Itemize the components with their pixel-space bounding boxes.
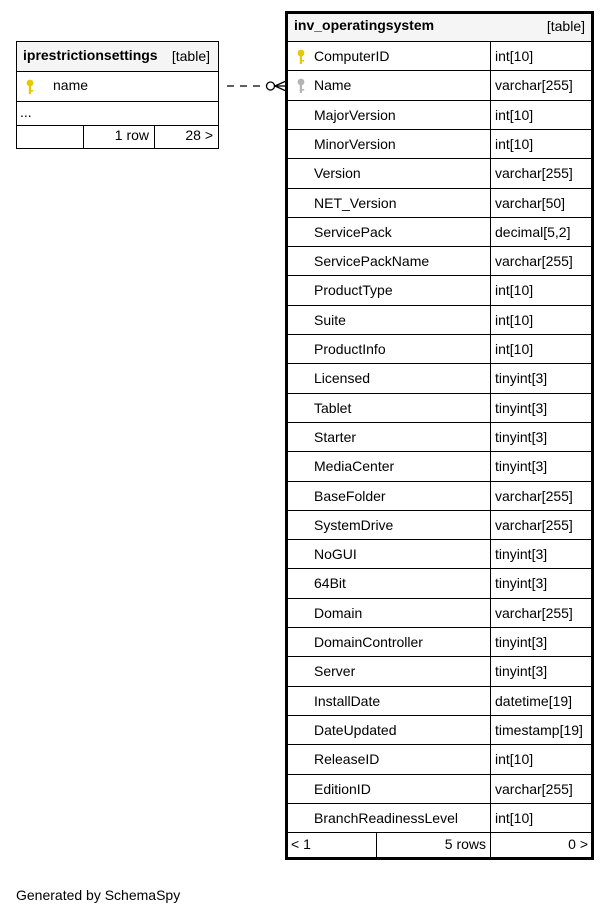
parents-count[interactable]: < 1 [291, 836, 311, 852]
table-name: inv_operatingsystem [294, 17, 435, 33]
table-type-label: [table] [546, 18, 585, 34]
column-name: Version [314, 165, 361, 182]
relationship-zero-marker [267, 82, 275, 90]
column-type: varchar[255] [495, 604, 573, 621]
column-name: BaseFolder [314, 487, 386, 504]
column-name: Domain [314, 604, 363, 621]
column-type: timestamp[19] [495, 721, 583, 738]
ellipsis: ... [20, 104, 32, 120]
table-name: iprestrictionsettings [23, 47, 158, 63]
children-count[interactable]: 28 > [185, 127, 213, 143]
column-name: DomainController [314, 634, 423, 650]
column-type: datetime[19] [495, 692, 573, 709]
column-name: MajorVersion [314, 106, 396, 123]
table-frame [285, 11, 594, 860]
column-name: ServicePack [314, 223, 392, 240]
table-frame [16, 41, 219, 149]
column-type: varchar[50] [495, 194, 566, 211]
column-name: NoGUI [314, 546, 357, 563]
column-type: tinyint[3] [495, 428, 548, 445]
column-type: varchar[255] [495, 253, 573, 270]
column-type: varchar[255] [495, 165, 573, 182]
row-count: 5 rows [444, 836, 486, 852]
column-name: MinorVersion [314, 135, 396, 152]
column-type: tinyint[3] [495, 399, 548, 416]
column-name: name [53, 77, 89, 93]
column-name: Starter [314, 428, 357, 445]
column-type: varchar[255] [495, 487, 573, 504]
table-iprestrictionsettings[interactable] [16, 41, 219, 149]
column-type: tinyint[3] [495, 458, 548, 475]
column-type: tinyint[3] [495, 546, 548, 563]
column-type: int[10] [495, 751, 534, 768]
column-name: SystemDrive [314, 516, 394, 533]
column-name: EditionID [314, 780, 371, 797]
column-type: tinyint[3] [495, 370, 548, 387]
table-type-label: [table] [171, 48, 210, 64]
row-count: 1 row [114, 127, 149, 143]
column-type: tinyint[3] [495, 663, 548, 680]
column-name: NET_Version [314, 194, 397, 211]
column-name: ServicePackName [314, 253, 430, 270]
column-type: tinyint[3] [495, 634, 548, 650]
column-type: varchar[255] [495, 780, 573, 797]
column-name: ProductType [314, 282, 393, 299]
column-type: int[10] [495, 282, 534, 299]
column-type: varchar[255] [495, 77, 573, 94]
column-type: int[10] [495, 106, 534, 123]
column-name: Tablet [314, 399, 352, 416]
children-count[interactable]: 0 > [568, 836, 588, 852]
column-name: Name [314, 77, 352, 94]
column-name: DateUpdated [314, 721, 397, 738]
column-type: int[10] [495, 809, 534, 826]
column-type: int[10] [495, 48, 534, 64]
column-name: MediaCenter [314, 458, 395, 475]
column-type: varchar[255] [495, 516, 573, 533]
column-type: int[10] [495, 135, 534, 152]
column-name: ComputerID [314, 48, 390, 64]
column-type: int[10] [495, 311, 534, 328]
column-type: tinyint[3] [495, 575, 548, 592]
table-inv-operatingsystem[interactable] [285, 11, 594, 860]
column-name: Server [314, 663, 356, 680]
column-name: Suite [314, 311, 346, 328]
column-name: ReleaseID [314, 751, 380, 768]
generated-by-footer: Generated by SchemaSpy [16, 887, 181, 903]
column-type: decimal[5,2] [495, 223, 571, 240]
column-type: int[10] [495, 341, 534, 357]
column-name: 64Bit [314, 575, 346, 592]
column-name: InstallDate [314, 692, 381, 709]
column-name: ProductInfo [314, 341, 386, 357]
column-name: Licensed [314, 370, 371, 387]
column-name: BranchReadinessLevel [314, 809, 458, 826]
